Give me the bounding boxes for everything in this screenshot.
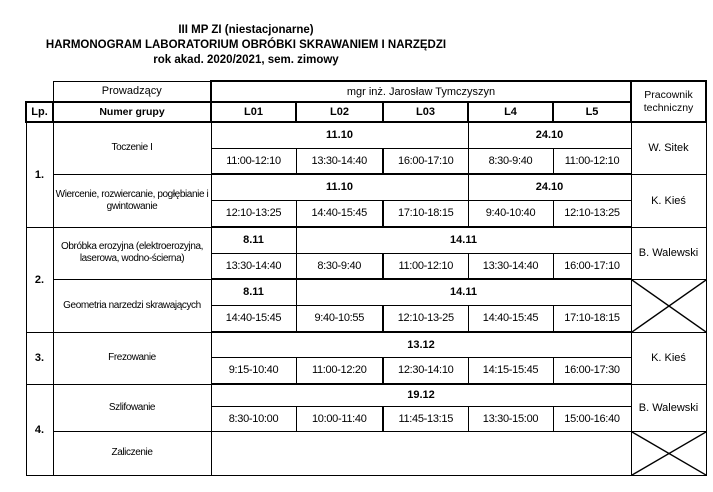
topic-frezowanie: Frezowanie <box>53 332 211 384</box>
section4-zaliczenie-row <box>26 431 706 475</box>
technician-cell: B. Walewski <box>631 384 706 431</box>
group-header-l01: L01 <box>211 102 296 122</box>
section-number-1: 1. <box>26 122 53 227</box>
crossed-cell <box>631 279 706 332</box>
topic-zaliczenie: Zaliczenie <box>53 431 211 475</box>
group-header-l02: L02 <box>296 102 383 122</box>
time-cell: 14:40-15:45 <box>296 200 383 227</box>
cross-icon <box>632 432 706 475</box>
corner-cell <box>26 81 53 102</box>
crossed-cell <box>631 431 706 475</box>
date-cell: 24.10 <box>468 122 631 148</box>
time-cell: 16:00-17:10 <box>553 253 631 279</box>
time-cell: 13:30-14:40 <box>468 253 553 279</box>
time-cell: 13:30-15:00 <box>468 406 553 431</box>
topic-toczenie: Toczenie I <box>53 122 211 174</box>
cross-icon <box>632 280 706 332</box>
group-header-l4: L4 <box>468 102 553 122</box>
section1-wiercenie-date-row <box>26 174 706 200</box>
time-cell: 9:15-10:40 <box>211 357 296 384</box>
schedule-table <box>25 80 707 476</box>
topic-geometria: Geometria narzedzi skrawających <box>53 279 211 332</box>
topic-obrobka-erozyjna: Obróbka erozyjna (elektroerozyjna, laserowa, wodno-ścierna) <box>53 227 211 279</box>
header-row-2 <box>26 102 706 122</box>
title-line-1: III MP ZI (niestacjonarne) <box>178 24 314 36</box>
section-number-4: 4. <box>26 384 53 475</box>
title-block <box>0 23 492 68</box>
title-line-2: HARMONOGRAM LABORATORIUM OBRÓBKI SKRAWANIEM I NARZĘDZI <box>45 39 447 51</box>
time-cell: 11:00-12:10 <box>553 148 631 174</box>
section2-geometria-date-row <box>26 279 706 305</box>
time-cell: 10:00-11:40 <box>296 406 383 431</box>
time-cell: 11:45-13:15 <box>383 406 468 431</box>
date-cell: 8.11 <box>211 227 296 253</box>
time-cell: 17:10-18:15 <box>553 305 631 332</box>
lp-header: Lp. <box>26 102 53 122</box>
time-cell: 15:00-16:40 <box>553 406 631 431</box>
time-cell: 17:10-18:15 <box>383 200 468 227</box>
topic-szlifowanie: Szlifowanie <box>53 384 211 431</box>
date-cell: 11.10 <box>211 122 468 148</box>
time-cell: 12:10-13-25 <box>383 305 468 332</box>
time-cell: 14:40-15:45 <box>468 305 553 332</box>
time-cell: 11:00-12:10 <box>211 148 296 174</box>
technician-cell: W. Sitek <box>631 122 706 174</box>
time-cell: 11:00-12:10 <box>383 253 468 279</box>
date-cell: 8.11 <box>211 279 296 305</box>
time-cell: 14:40-15:45 <box>211 305 296 332</box>
section-number-3: 3. <box>26 332 53 384</box>
header-row-1 <box>26 81 706 102</box>
technician-cell: K. Kieś <box>631 174 706 227</box>
technician-column-header: Pracownik techniczny <box>631 81 706 122</box>
date-cell: 24.10 <box>468 174 631 200</box>
section-number-2: 2. <box>26 227 53 332</box>
date-cell: 14.11 <box>296 279 631 305</box>
topic-wiercenie: Wiercenie, rozwiercanie, pogłębianie i gwintowanie <box>53 174 211 227</box>
time-cell: 16:00-17:10 <box>383 148 468 174</box>
time-cell: 8:30-9:40 <box>296 253 383 279</box>
date-cell: 11.10 <box>211 174 468 200</box>
time-cell: 8:30-10:00 <box>211 406 296 431</box>
technician-cell: K. Kieś <box>631 332 706 384</box>
date-cell: 14.11 <box>296 227 631 253</box>
time-cell: 13:30-14:40 <box>296 148 383 174</box>
title-line-3: rok akad. 2020/2021, sem. zimowy <box>153 54 339 66</box>
date-cell: 13.12 <box>211 332 631 357</box>
lecturer-name: mgr inż. Jarosław Tymczyszyn <box>211 81 631 102</box>
section1-toczenie-date-row <box>26 122 706 148</box>
group-header-l03: L03 <box>383 102 468 122</box>
time-cell: 13:30-14:40 <box>211 253 296 279</box>
time-cell: 12:30-14:10 <box>383 357 468 384</box>
lecturer-label: Prowadzący <box>53 81 211 102</box>
time-cell: 9:40-10:40 <box>468 200 553 227</box>
section3-frezowanie-date-row <box>26 332 706 357</box>
time-cell: 9:40-10:55 <box>296 305 383 332</box>
time-cell: 11:00-12:20 <box>296 357 383 384</box>
group-header-l5: L5 <box>553 102 631 122</box>
section4-szlifowanie-date-row <box>26 384 706 406</box>
technician-cell: B. Walewski <box>631 227 706 279</box>
time-cell: 8:30-9:40 <box>468 148 553 174</box>
date-cell: 19.12 <box>211 384 631 406</box>
group-number-header: Numer grupy <box>53 102 211 122</box>
empty-schedule-cell <box>211 431 631 475</box>
time-cell: 12:10-13:25 <box>211 200 296 227</box>
time-cell: 14:15-15:45 <box>468 357 553 384</box>
time-cell: 16:00-17:30 <box>553 357 631 384</box>
section2-obrobka-date-row <box>26 227 706 253</box>
time-cell: 12:10-13:25 <box>553 200 631 227</box>
